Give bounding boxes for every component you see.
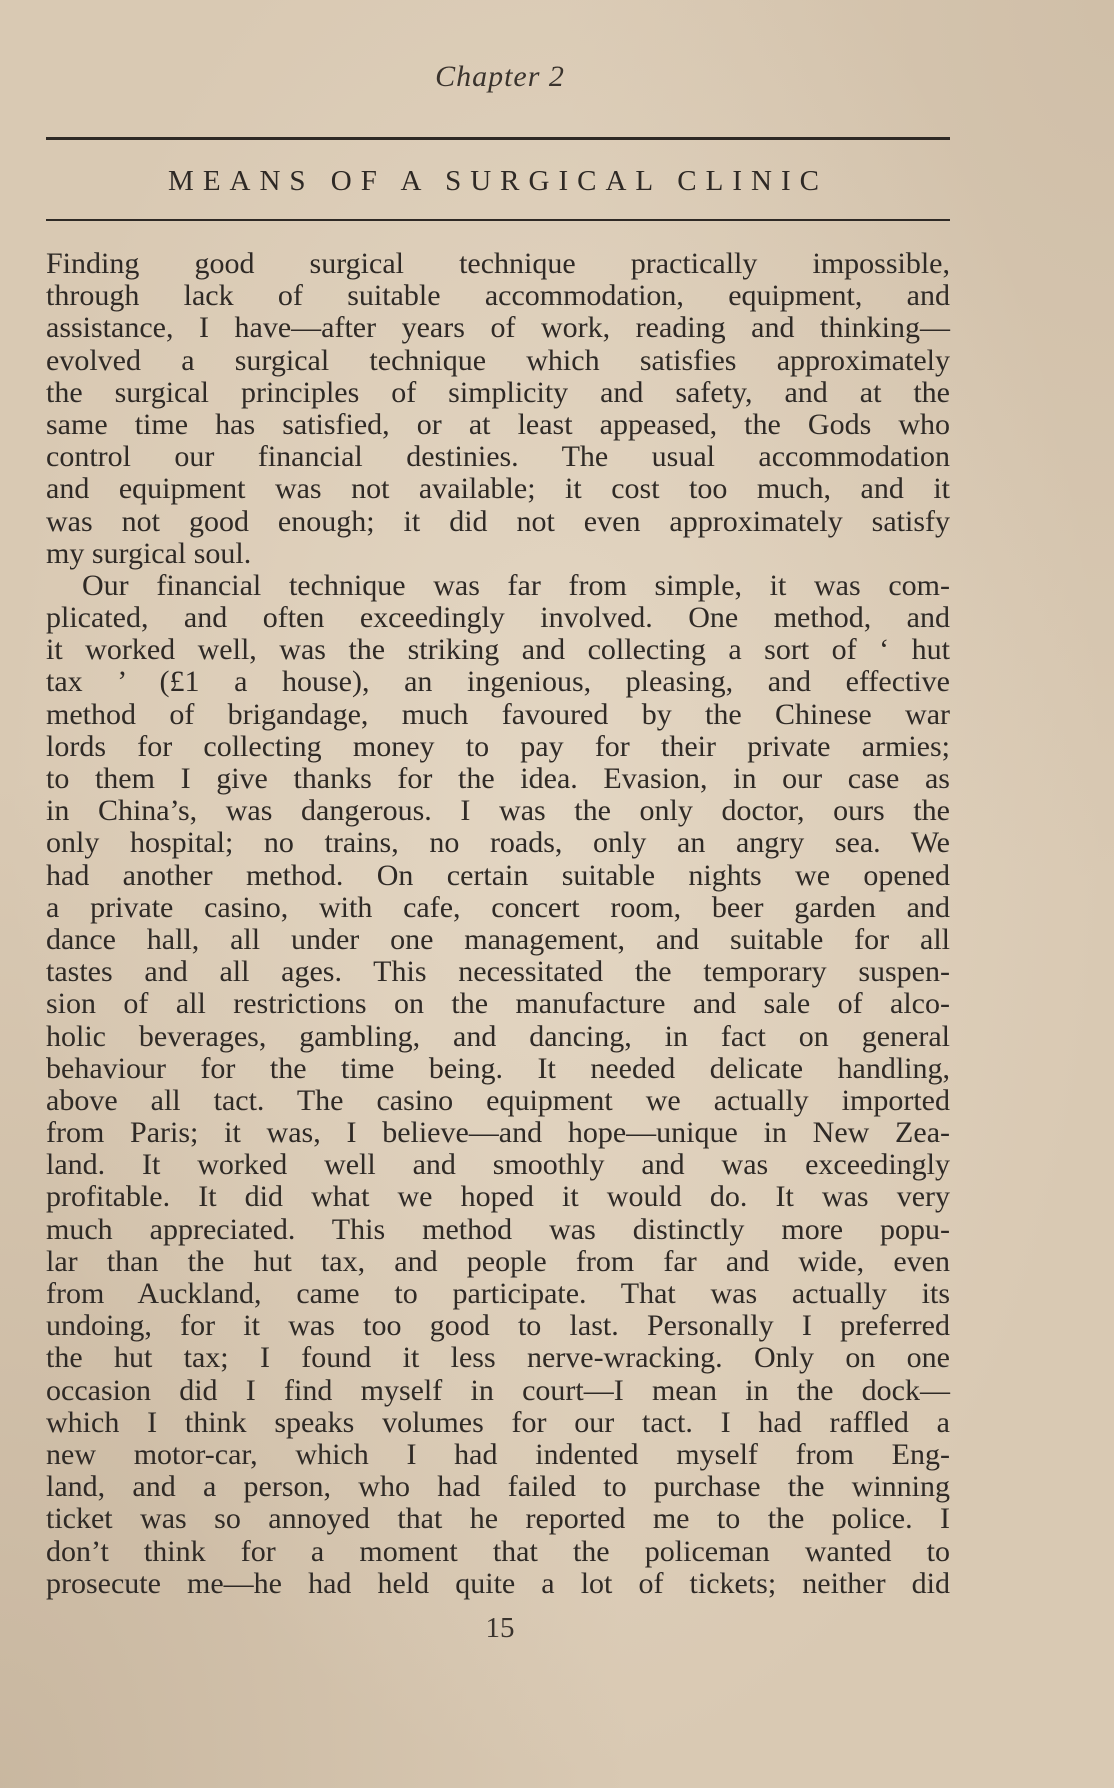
text-line: my surgical soul. (46, 536, 252, 570)
text-line: through lack of suitable accommodation, equipment, and (46, 279, 950, 313)
paragraph (46, 570, 950, 1600)
text-line: plicated, and often exceedingly involved. One method, and (46, 601, 950, 635)
text-line: undoing, for it was too good to last. Personally I preferred (46, 1309, 950, 1343)
text-line: land. It worked well and smoothly and was exceedingly (46, 1148, 950, 1182)
chapter-title: MEANS OF A SURGICAL CLINIC (168, 165, 828, 197)
text-line: behaviour for the time being. It needed delicate handling, (46, 1051, 950, 1085)
text-line: from Paris; it was, I believe—and hope—unique in New Zea- (46, 1116, 950, 1150)
text-line: dance hall, all under one management, and suitable for all (46, 922, 950, 956)
text-line: only hospital; no trains, no roads, only an angry sea. We (46, 826, 950, 860)
text-line: prosecute me—he had held quite a lot of tickets; neither did (46, 1566, 950, 1600)
text-line: tastes and all ages. This necessitated the temporary suspen- (46, 955, 950, 989)
text-line: holic beverages, gambling, and dancing, in fact on general (46, 1019, 950, 1053)
text-line: to them I give thanks for the idea. Evasion, in our case as (46, 762, 950, 795)
text-line: sion of all restrictions on the manufacture and sale of alco- (46, 987, 950, 1021)
text-line: Finding good surgical technique practically impossible, (46, 247, 950, 280)
text-line: assistance, I have—after years of work, reading and thinking— (46, 311, 950, 345)
bottom-rule (46, 219, 950, 221)
text-line: the surgical principles of simplicity and safety, and at the (46, 375, 950, 409)
text-line: was not good enough; it did not even approximately satisfy (46, 504, 950, 538)
text-line: which I think speaks volumes for our tact. I had raffled a (46, 1405, 950, 1439)
text-line: lar than the hut tax, and people from far and wide, even (46, 1244, 950, 1278)
text-line: tax ’ (£1 a house), an ingenious, pleasing, and effective (46, 665, 950, 699)
body-text (46, 248, 950, 1600)
top-rule (46, 137, 950, 140)
text-line: control our financial destinies. The usual accommodation (46, 440, 950, 474)
text-line: method of brigandage, much favoured by the Chinese war (46, 697, 950, 731)
page-number: 15 (485, 1612, 515, 1644)
text-line: much appreciated. This method was distinctly more popu- (46, 1212, 950, 1246)
text-line: Our financial technique was far from simple, it was com- (82, 568, 950, 602)
text-line: the hut tax; I found it less nerve-wracking. Only on one (46, 1341, 950, 1375)
text-line: occasion did I find myself in court—I mean in the dock— (46, 1373, 950, 1407)
text-line: in China’s, was dangerous. I was the only doctor, ours the (46, 794, 950, 828)
paragraph (46, 248, 950, 570)
text-line: above all tact. The casino equipment we actually imported (46, 1083, 950, 1117)
text-line: same time has satisfied, or at least appeased, the Gods who (46, 407, 950, 441)
running-head: Chapter 2 (435, 60, 565, 93)
text-line: ticket was so annoyed that he reported me to the police. I (46, 1502, 950, 1536)
text-line: lords for collecting money to pay for their private armies; (46, 729, 950, 763)
text-line: and equipment was not available; it cost too much, and it (46, 472, 950, 506)
text-line: had another method. On certain suitable nights we opened (46, 858, 950, 892)
text-line: it worked well, was the striking and collecting a sort of ‘ hut (46, 633, 950, 667)
text-line: new motor-car, which I had indented myself from Eng- (46, 1437, 950, 1471)
text-line: land, and a person, who had failed to purchase the winning (46, 1470, 950, 1504)
text-line: don’t think for a moment that the policeman wanted to (46, 1534, 950, 1568)
text-line: from Auckland, came to participate. That was actually its (46, 1277, 950, 1310)
text-line: a private casino, with cafe, concert room, beer garden and (46, 890, 950, 924)
text-line: evolved a surgical technique which satisfies approximately (46, 343, 950, 377)
text-line: profitable. It did what we hoped it would do. It was very (46, 1180, 950, 1214)
